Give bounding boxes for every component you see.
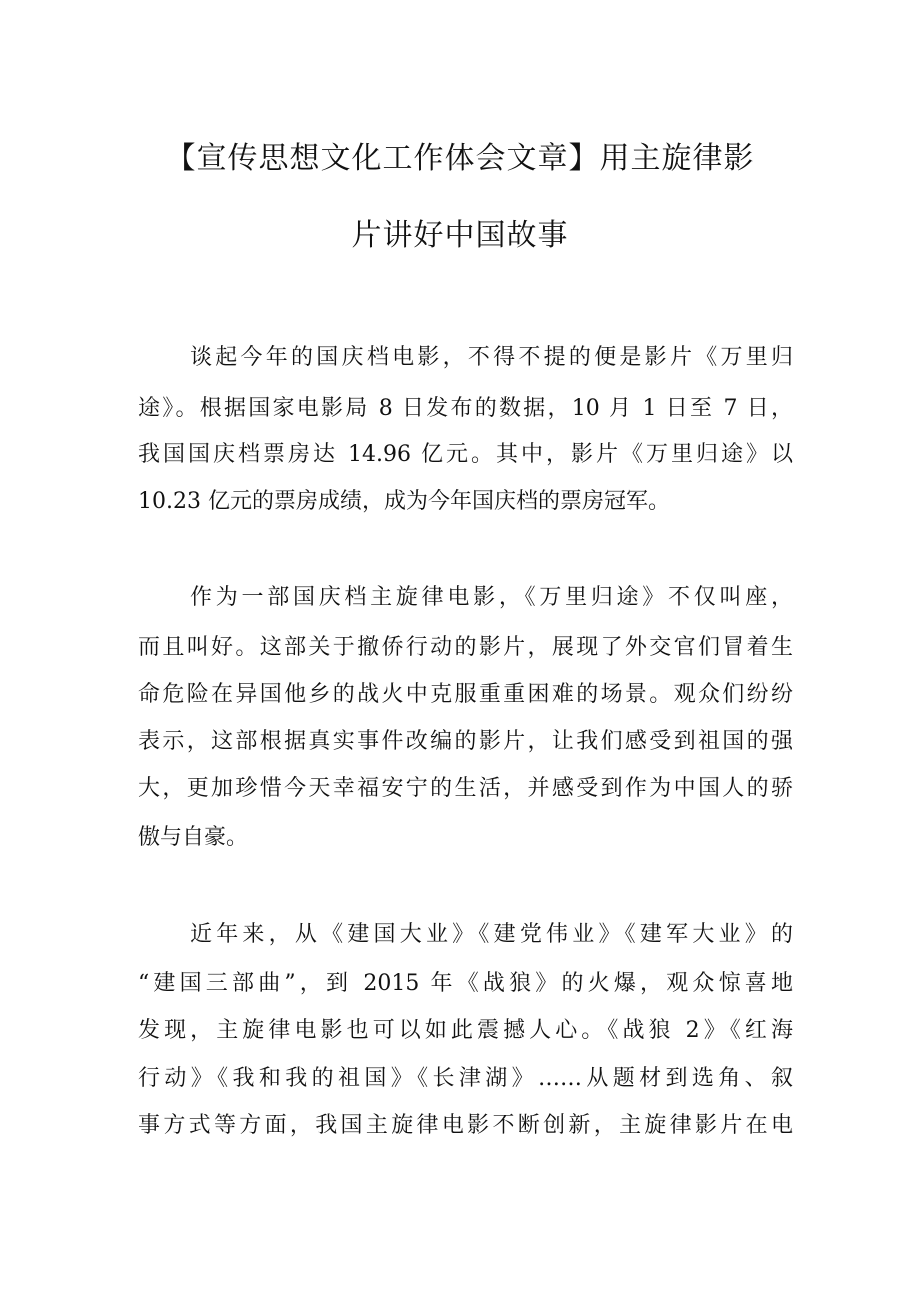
paragraph-2-line-1: 作为一部国庆档主旋律电影，《万里归途》不仅叫座， bbox=[190, 585, 793, 610]
paragraph-3-line-5: 事方式等方面，我国主旋律电影不断创新，主旋律影片在电 bbox=[138, 1113, 793, 1138]
paragraph-2-line-4: 表示，这部根据真实事件改编的影片，让我们感受到祖国的强 bbox=[138, 729, 793, 754]
paragraph-1-line-2: 途》。根据国家电影局 8 日发布的数据，10 月 1 日至 7 日， bbox=[138, 396, 793, 421]
paragraph-3-line-3: 发现，主旋律电影也可以如此震撼人心。《战狼 2》《红海 bbox=[138, 1018, 793, 1043]
document-title-line-2: 片讲好中国故事 bbox=[351, 218, 569, 253]
paragraph-2-line-2: 而且叫好。这部关于撤侨行动的影片，展现了外交官们冒着生 bbox=[138, 635, 793, 660]
paragraph-3-line-2: “建国三部曲”，到 2015 年《战狼》的火爆，观众惊喜地 bbox=[138, 971, 793, 996]
document-title-line-1: 【宣传思想文化工作体会文章】用主旋律影 bbox=[165, 141, 755, 176]
paragraph-2-line-3: 命危险在异国他乡的战火中克服重重困难的场景。观众们纷纷 bbox=[138, 682, 793, 707]
paragraph-3-line-4: 行动》《我和我的祖国》《长津湖》……从题材到选角、叙 bbox=[138, 1066, 793, 1091]
paragraph-3-line-1: 近年来，从《建国大业》《建党伟业》《建军大业》的 bbox=[190, 922, 793, 947]
paragraph-1-line-3: 我国国庆档票房达 14.96 亿元。其中，影片《万里归途》以 bbox=[138, 442, 793, 467]
paragraph-1-line-1: 谈起今年的国庆档电影，不得不提的便是影片《万里归 bbox=[190, 345, 793, 370]
paragraph-1-line-4: 10.23 亿元的票房成绩，成为今年国庆档的票房冠军。 bbox=[138, 489, 670, 514]
paragraph-2-line-6: 傲与自豪。 bbox=[138, 825, 249, 850]
paragraph-2-line-5: 大，更加珍惜今天幸福安宁的生活，并感受到作为中国人的骄 bbox=[138, 776, 793, 801]
